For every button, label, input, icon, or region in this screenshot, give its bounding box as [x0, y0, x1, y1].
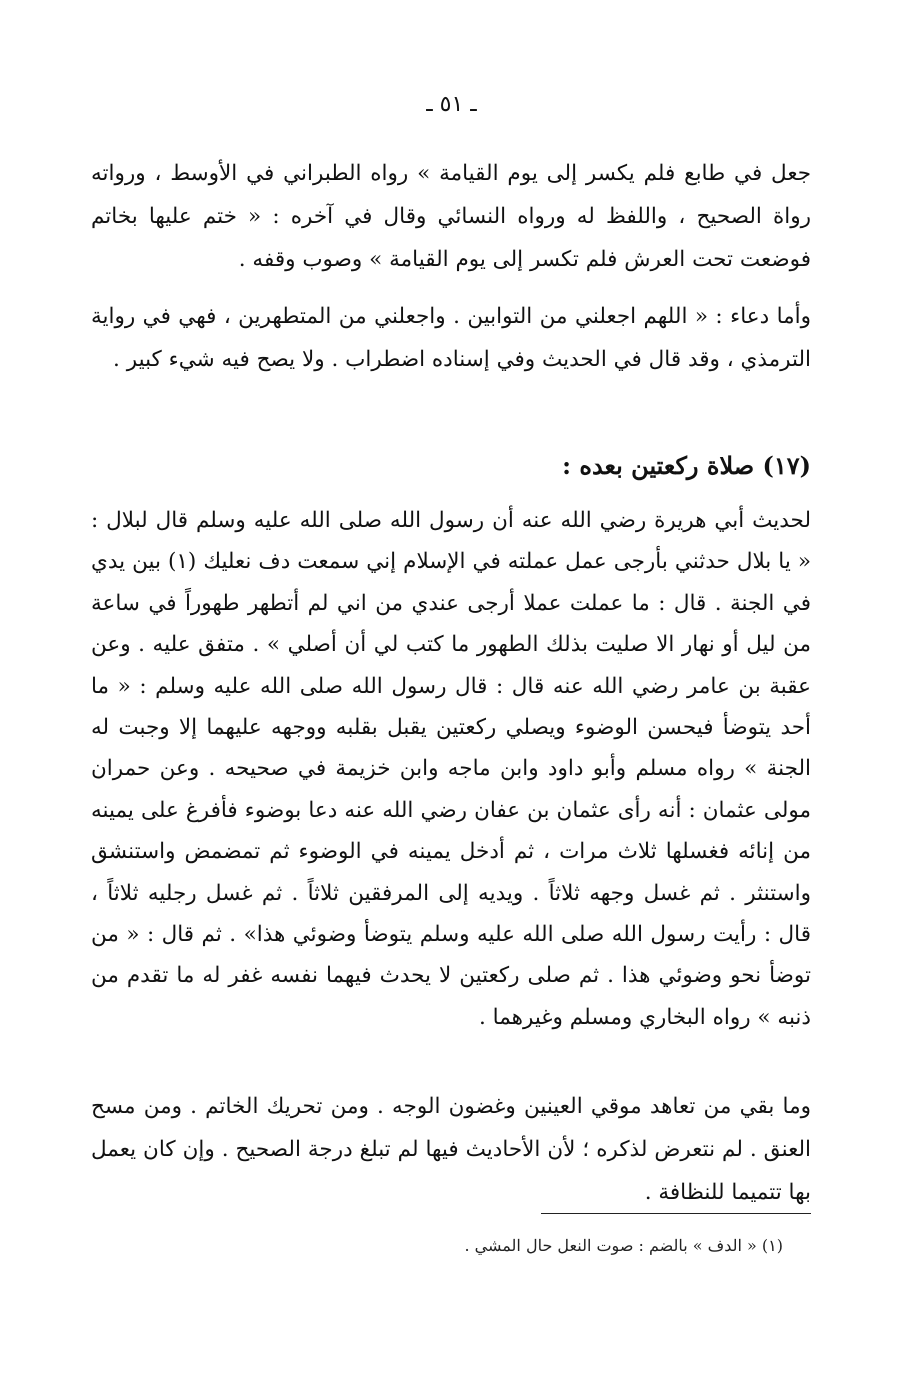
paragraph-2 [91, 295, 811, 381]
paragraph-2-text: وأما دعاء : « اللهم اجعلني من التوابين . واجعلني من المتطهرين ، فهي في رواية الترمذي ، وقد قال في الحديث وفي إسناده اضطراب . ولا يصح فيه شيء كبير . [91, 304, 811, 372]
paragraph-1 [91, 152, 811, 281]
page-number: ـ ٥١ ـ [426, 92, 477, 117]
footnote-1: (١) « الدف » بالضم : صوت النعل حال المشي . [464, 1236, 783, 1255]
paragraph-1-text: جعل في طابع فلم يكسر إلى يوم القيامة » رواه الطبراني في الأوسط ، ورواته رواة الصحيح ، واللفظ له ورواه النسائي وقال في آخره : « ختم عليها بخاتم فوضعت تحت العرش فلم تكسر إلى يوم القيامة » وصوب وقفه . [91, 161, 811, 272]
paragraph-4 [91, 1085, 811, 1214]
paragraph-3-text: لحديث أبي هريرة رضي الله عنه أن رسول الله صلى الله عليه وسلم قال لبلال : « يا بلال حدثني بأرجى عمل عملته في الإسلام إني سمعت دف نعليك (١) بين يدي في الجنة . قال : ما عملت عملا أرجى عندي من اني لم أتطهر طهوراً في ساعة من ليل أو نهار الا صليت بذلك الطهور ما كتب لي أن أصلي » . متفق عليه . وعن عقبة بن عامر رضي الله عنه قال : قال رسول الله صلى الله عليه وسلم : « ما أحد يتوضأ فيحسن الوضوء ويصلي ركعتين يقبل بقلبه ووجهه عليهما إلا وجبت له الجنة » رواه مسلم وأبو داود وابن ماجه وابن خزيمة في صحيحه . وعن حمران مولى عثمان : أنه رأى عثمان بن عفان رضي الله عنه دعا بوضوء فأفرغ على يمينه من إنائه فغسلها ثلاث مرات ، ثم أدخل يمينه في الوضوء ثم تمضمض واستنشق واستنثر . ثم غسل وجهه ثلاثاً . ويديه إلى المرفقين ثلاثاً . ثم غسل رجليه ثلاثاً ، قال : رأيت رسول الله صلى الله عليه وسلم يتوضأ وضوئي هذا» . ثم قال : « من توضأ نحو وضوئي هذا . ثم صلى ركعتين لا يحدث فيهما نفسه غفر له ما تقدم من ذنبه » رواه البخاري ومسلم وغيرهما . [91, 508, 811, 1030]
section-heading: (١٧) صلاة ركعتين بعده : [562, 451, 811, 480]
paragraph-3 [91, 500, 811, 1038]
footnote-divider [541, 1213, 811, 1214]
paragraph-4-text: وما بقي من تعاهد موقي العينين وغضون الوجه . ومن تحريك الخاتم . ومن مسح العنق . لم نتعرض لذكره ؛ لأن الأحاديث فيها لم تبلغ درجة الصحيح . وإن كان يعمل بها تتميما للنظافة . [91, 1094, 811, 1205]
